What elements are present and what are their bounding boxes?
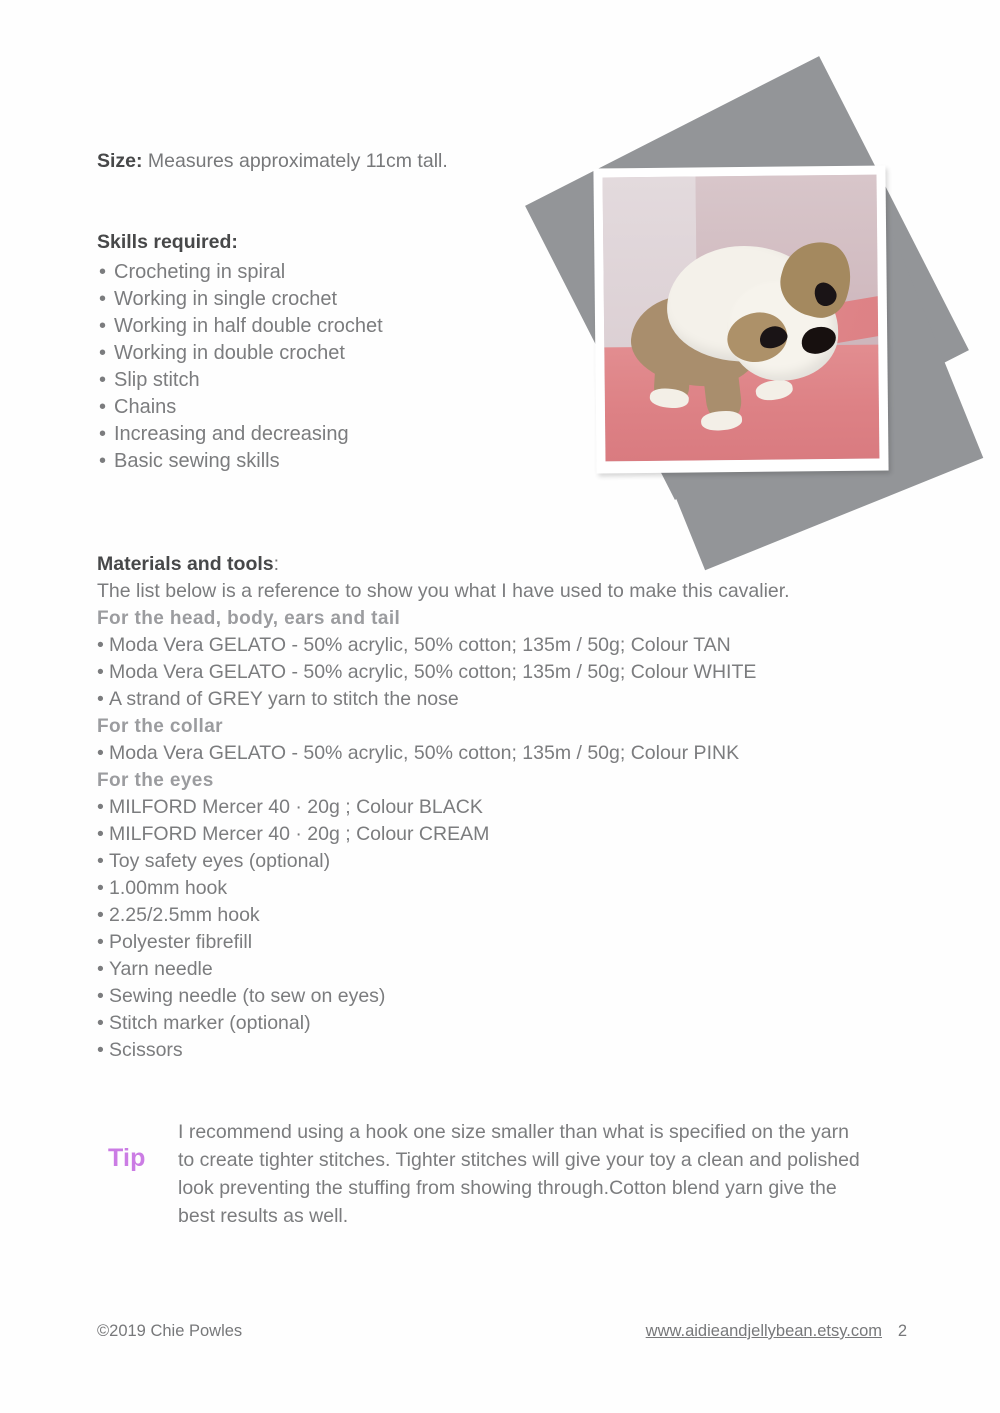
list-item (97, 340, 383, 367)
list-item-label: A strand of GREY yarn to stitch the nose (109, 688, 459, 710)
list-item-label: Working in double crochet (114, 342, 345, 364)
bullet-icon: • (97, 1012, 104, 1034)
skills-list (97, 259, 383, 475)
list-item-label: Increasing and decreasing (114, 423, 349, 445)
list-item-label: 1.00mm hook (109, 877, 228, 899)
bullet-icon: • (97, 823, 104, 845)
list-item (97, 740, 887, 767)
skills-heading: Skills required: (97, 231, 238, 253)
list-item (97, 686, 887, 713)
materials-groups (97, 605, 887, 848)
size-line (97, 148, 448, 174)
bullet-icon: • (99, 423, 107, 445)
list-item-label: Working in single crochet (114, 288, 338, 310)
list-item (97, 875, 887, 902)
bullet-icon: • (99, 288, 107, 310)
materials-heading-bold: Materials and tools (97, 553, 274, 575)
photo-frame (593, 165, 888, 473)
website-link[interactable]: www.aidieandjellybean.etsy.com (645, 1322, 882, 1340)
bullet-icon: • (99, 315, 107, 337)
bullet-icon: • (99, 369, 107, 391)
list-item (97, 1010, 887, 1037)
list-item (97, 821, 887, 848)
list-item (97, 286, 383, 313)
bullet-icon: • (99, 342, 107, 364)
list-item (97, 902, 887, 929)
list-item-label: Basic sewing skills (114, 450, 280, 472)
list-item-label: MILFORD Mercer 40 · 20g ; Colour CREAM (109, 823, 490, 845)
materials-group-title: For the eyes (97, 770, 214, 791)
bullet-icon: • (97, 985, 104, 1007)
product-photo (603, 175, 880, 462)
list-item (97, 659, 887, 686)
list-item (97, 259, 383, 286)
bullet-icon: • (97, 931, 104, 953)
materials-group-list (97, 794, 887, 848)
materials-group-list (97, 632, 887, 713)
bullet-icon: • (97, 634, 104, 656)
list-item-label: Working in half double crochet (114, 315, 383, 337)
list-item-label: Sewing needle (to sew on eyes) (109, 985, 386, 1007)
materials-section (97, 551, 887, 1064)
bullet-icon: • (99, 396, 107, 418)
materials-heading (97, 551, 887, 578)
tools-list (97, 848, 887, 1064)
list-item-label: Moda Vera GELATO - 50% acrylic, 50% cotton; 135m / 50g; Colour PINK (109, 742, 740, 764)
list-item-label: Toy safety eyes (optional) (109, 850, 331, 872)
list-item (97, 313, 383, 340)
page-footer (0, 1322, 1000, 1348)
bullet-icon: • (97, 958, 104, 980)
tip-label: Tip (108, 1144, 146, 1172)
list-item-label: Chains (114, 396, 177, 418)
bullet-icon: • (97, 850, 104, 872)
skills-section (97, 229, 383, 475)
list-item (97, 848, 887, 875)
list-item-label: 2.25/2.5mm hook (109, 904, 260, 926)
copyright-text: ©2019 Chie Powles (97, 1322, 243, 1340)
bullet-icon: • (97, 661, 104, 683)
bullet-icon: • (97, 1039, 104, 1061)
tip-text: I recommend using a hook one size smaller than what is specified on the yarn to create tighter stitches. Tighter stitches will give your toy a clean and polished look preventing the stuffing from showing through.Cotton blend yarn give the best results as well. (178, 1121, 860, 1227)
bullet-icon: • (99, 261, 107, 283)
list-item-label: Slip stitch (114, 369, 200, 391)
photo-composition (520, 105, 950, 535)
bullet-icon: • (97, 904, 104, 926)
list-item-label: Moda Vera GELATO - 50% acrylic, 50% cotton; 135m / 50g; Colour TAN (109, 634, 731, 656)
list-item (97, 956, 887, 983)
materials-heading-colon: : (273, 553, 280, 575)
list-item (97, 448, 383, 475)
list-item (97, 983, 887, 1010)
tip-callout (108, 1118, 868, 1230)
list-item-label: Polyester fibrefill (109, 931, 253, 953)
page-number: 2 (897, 1322, 907, 1340)
list-item (97, 394, 383, 421)
bullet-icon: • (97, 877, 104, 899)
list-item-label: MILFORD Mercer 40 · 20g ; Colour BLACK (109, 796, 483, 818)
crochet-dog-figure (625, 237, 857, 427)
materials-group-title: For the head, body, ears and tail (97, 608, 401, 629)
list-item-label: Stitch marker (optional) (109, 1012, 311, 1034)
size-label: Size: (97, 150, 143, 172)
bullet-icon: • (97, 796, 104, 818)
list-item (97, 367, 383, 394)
materials-group-title: For the collar (97, 716, 223, 737)
dog-paw-front-right (754, 378, 793, 402)
list-item (97, 794, 887, 821)
list-item (97, 421, 383, 448)
list-item (97, 929, 887, 956)
bullet-icon: • (97, 742, 104, 764)
list-item-label: Crocheting in spiral (114, 261, 286, 283)
bullet-icon: • (99, 450, 107, 472)
materials-group-list (97, 740, 887, 767)
list-item (97, 1037, 887, 1064)
list-item-label: Moda Vera GELATO - 50% acrylic, 50% cotton; 135m / 50g; Colour WHITE (109, 661, 757, 683)
size-value: Measures approximately 11cm tall. (142, 150, 448, 172)
list-item-label: Yarn needle (109, 958, 213, 980)
list-item (97, 632, 887, 659)
bullet-icon: • (97, 688, 104, 710)
list-item-label: Scissors (109, 1039, 183, 1061)
materials-intro: The list below is a reference to show you what I have used to make this cavalier. (97, 580, 790, 602)
